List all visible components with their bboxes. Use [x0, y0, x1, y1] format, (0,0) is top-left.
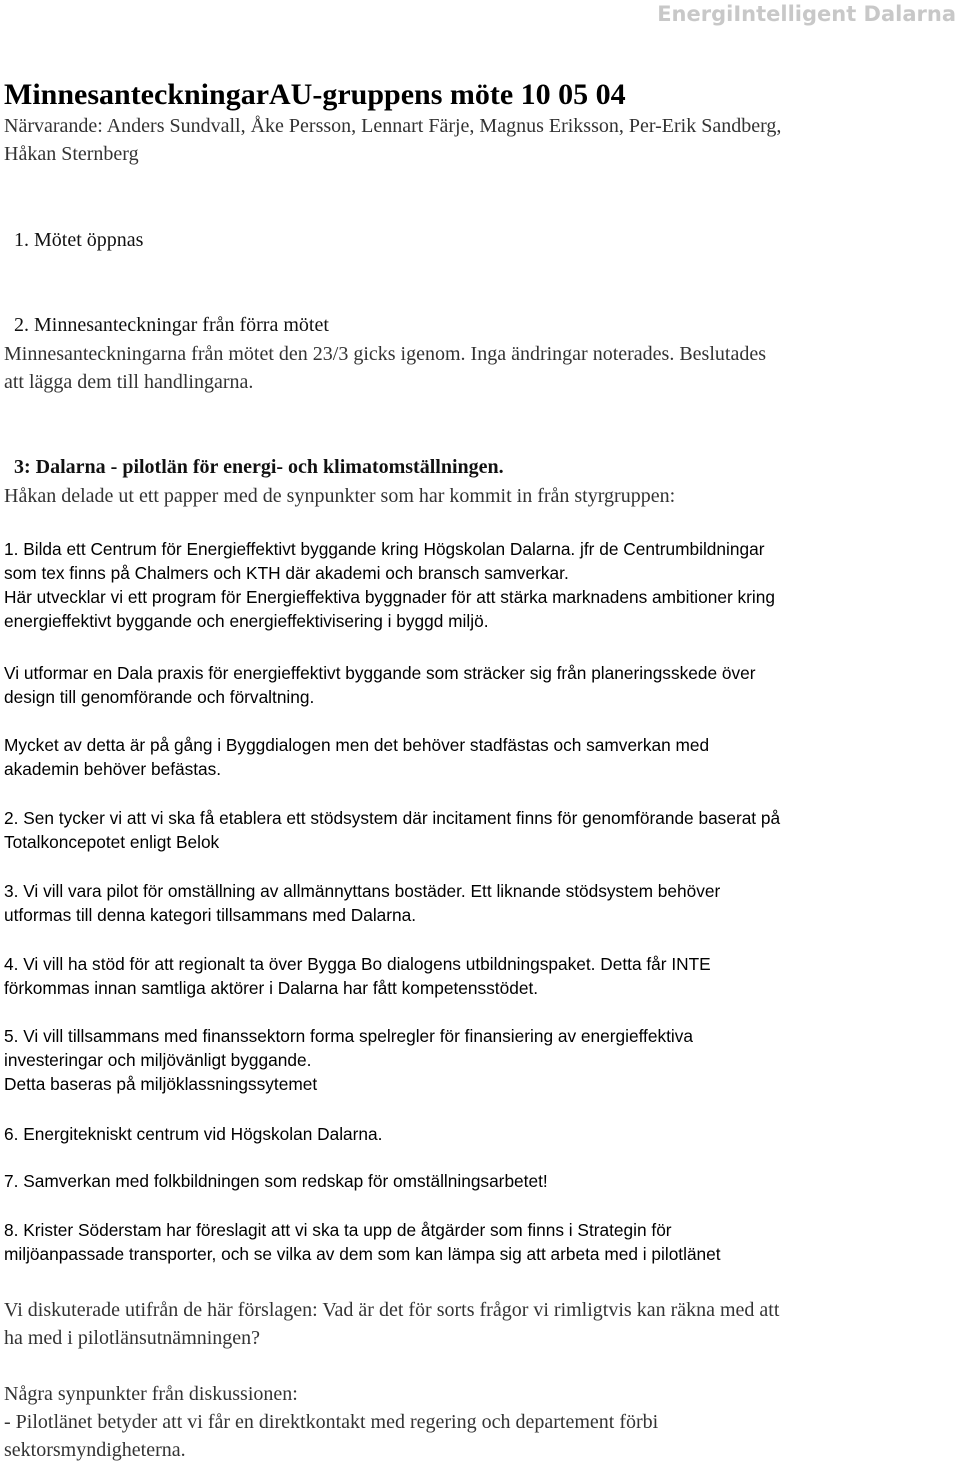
item-2-body [4, 340, 954, 396]
item-2-line: att lägga dem till handlingarna. [4, 371, 254, 393]
item-3-heading: 3: Dalarna - pilotlän för energi- och klimatomställningen. [14, 456, 504, 478]
point-3 [4, 879, 954, 927]
point-line: förkommas innan samtliga aktörer i Dalarna har fått kompetensstödet. [4, 978, 539, 998]
point-line: Vi utformar en Dala praxis för energieffektivt byggande som sträcker sig från planeringsskede över [4, 663, 756, 683]
point-line: 8. Krister Söderstam har föreslagit att vi ska ta upp de åtgärder som finns i Strategin för [4, 1220, 672, 1240]
point-7 [4, 1169, 954, 1193]
header-brand: EnergiIntelligent Dalarna [657, 2, 956, 26]
point-5 [4, 1024, 954, 1096]
point-4 [4, 952, 954, 1000]
point-line: design till genomförande och förvaltning. [4, 687, 315, 707]
point-line: 1. Bilda ett Centrum för Energieffektivt byggande kring Högskolan Dalarna. jfr de Centrumbildningar [4, 539, 765, 559]
attendees-line: Närvarande: Anders Sundvall, Åke Persson, Lennart Färje, Magnus Eriksson, Per-Erik Sandberg, [4, 115, 782, 137]
point-line: 6. Energitekniskt centrum vid Högskolan Dalarna. [4, 1124, 383, 1144]
attendees [4, 112, 954, 168]
item-3-intro: Håkan delade ut ett papper med de synpunkter som har kommit in från styrgruppen: [4, 485, 676, 507]
point-line: miljöanpassade transporter, och se vilka av dem som kan lämpa sig att arbeta med i pilotlänet [4, 1244, 721, 1264]
point-line: 4. Vi vill ha stöd för att regionalt ta över Bygga Bo dialogens utbildningspaket. Detta får INTE [4, 954, 711, 974]
point-line: 5. Vi vill tillsammans med finanssektorn forma spelregler för finansiering av energieffektiva [4, 1026, 694, 1046]
point-line: utformas till denna kategori tillsammans med Dalarna. [4, 905, 417, 925]
discussion-line: ha med i pilotlänsutnämningen? [4, 1327, 261, 1349]
item-2-heading: 2. Minnesanteckningar från förra mötet [14, 314, 329, 336]
attendees-line: Håkan Sternberg [4, 143, 139, 165]
point-line: Här utvecklar vi ett program för Energieffektiva byggnader för att stärka marknadens ambitioner kring [4, 587, 775, 607]
point-6 [4, 1122, 954, 1146]
point-line: akademin behöver befästas. [4, 759, 222, 779]
point-line: 3. Vi vill vara pilot för omställning av allmännyttans bostäder. Ett liknande stödsystem behöver [4, 881, 721, 901]
point-line: 2. Sen tycker vi att vi ska få etablera ett stödsystem där incitament finns för genomförande baserat på [4, 808, 781, 828]
point-1-praxis [4, 661, 954, 709]
views-line: Några synpunkter från diskussionen: [4, 1383, 298, 1405]
point-line: investeringar och miljövänligt byggande. [4, 1050, 312, 1070]
point-line: Mycket av detta är på gång i Byggdialogen men det behöver stadfästas och samverkan med [4, 735, 710, 755]
page-title: MinnesanteckningarAU-gruppens möte 10 05 04 [4, 78, 626, 111]
point-8 [4, 1218, 954, 1266]
item-2-line: Minnesanteckningarna från mötet den 23/3 gicks igenom. Inga ändringar noterades. Beslutades [4, 343, 766, 365]
views-line: - Pilotlänet betyder att vi får en direktkontakt med regering och departement förbi [4, 1411, 659, 1433]
discussion-line: Vi diskuterade utifrån de här förslagen: Vad är det för sorts frågor vi rimligtvis kan räkna med att [4, 1299, 780, 1321]
point-1 [4, 537, 954, 633]
point-1-byggdialogen [4, 733, 954, 781]
point-line: Totalkoncepotet enligt Belok [4, 832, 220, 852]
views [4, 1380, 954, 1464]
point-line: Detta baseras på miljöklassningssytemet [4, 1074, 318, 1094]
item-1-heading: 1. Mötet öppnas [14, 229, 144, 251]
point-line: energieffektivt byggande och energieffektivisering i byggd miljö. [4, 611, 489, 631]
views-line: sektorsmyndigheterna. [4, 1439, 186, 1461]
point-2 [4, 806, 954, 854]
discussion [4, 1296, 954, 1352]
point-line: som tex finns på Chalmers och KTH där akademi och bransch samverkar. [4, 563, 569, 583]
point-line: 7. Samverkan med folkbildningen som redskap för omställningsarbetet! [4, 1171, 548, 1191]
